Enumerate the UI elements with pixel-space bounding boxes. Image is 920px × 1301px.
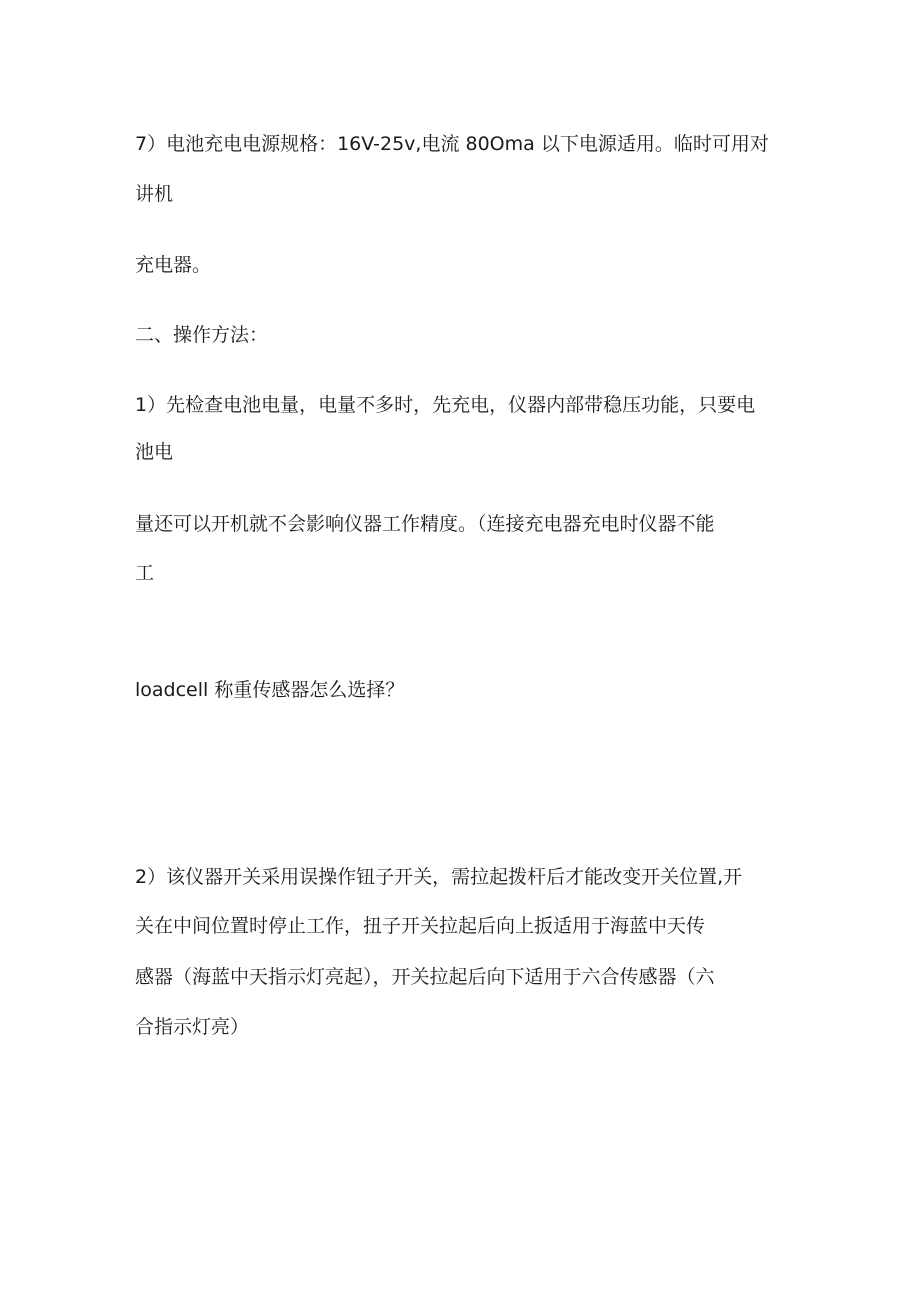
paragraph-line: 感器（海蓝中天指示灯亮起），开关拉起后向下适用于六合传感器（六 [135,966,715,988]
paragraph-line: 7）电池充电电源规格：16V-25v,电流 80Oma 以下电源适用。临时可用对 [135,133,769,155]
paragraph-line: 合指示灯亮） [135,1016,250,1038]
paragraph-line: 池电 [135,441,174,463]
paragraph-line: 2）该仪器开关采用误操作钮子开关，需拉起拨杆后才能改变开关位置,开 [135,866,743,888]
paragraph-line: 充电器。 [135,254,212,276]
paragraph-line: 量还可以开机就不会影响仪器工作精度。（连接充电器充电时仪器不能 [135,513,715,535]
section-heading: 二、操作方法： [135,324,269,346]
paragraph-line: 1）先检查电池电量，电量不多时，先充电，仪器内部带稳压功能，只要电 [135,394,756,416]
paragraph-line: 工 [135,562,155,584]
paragraph-line: 讲机 [135,183,174,205]
paragraph-line: 关在中间位置时停止工作，扭子开关拉起后向上扳适用于海蓝中天传 [135,915,706,937]
question-line: loadcell 称重传感器怎么选择？ [135,679,405,701]
